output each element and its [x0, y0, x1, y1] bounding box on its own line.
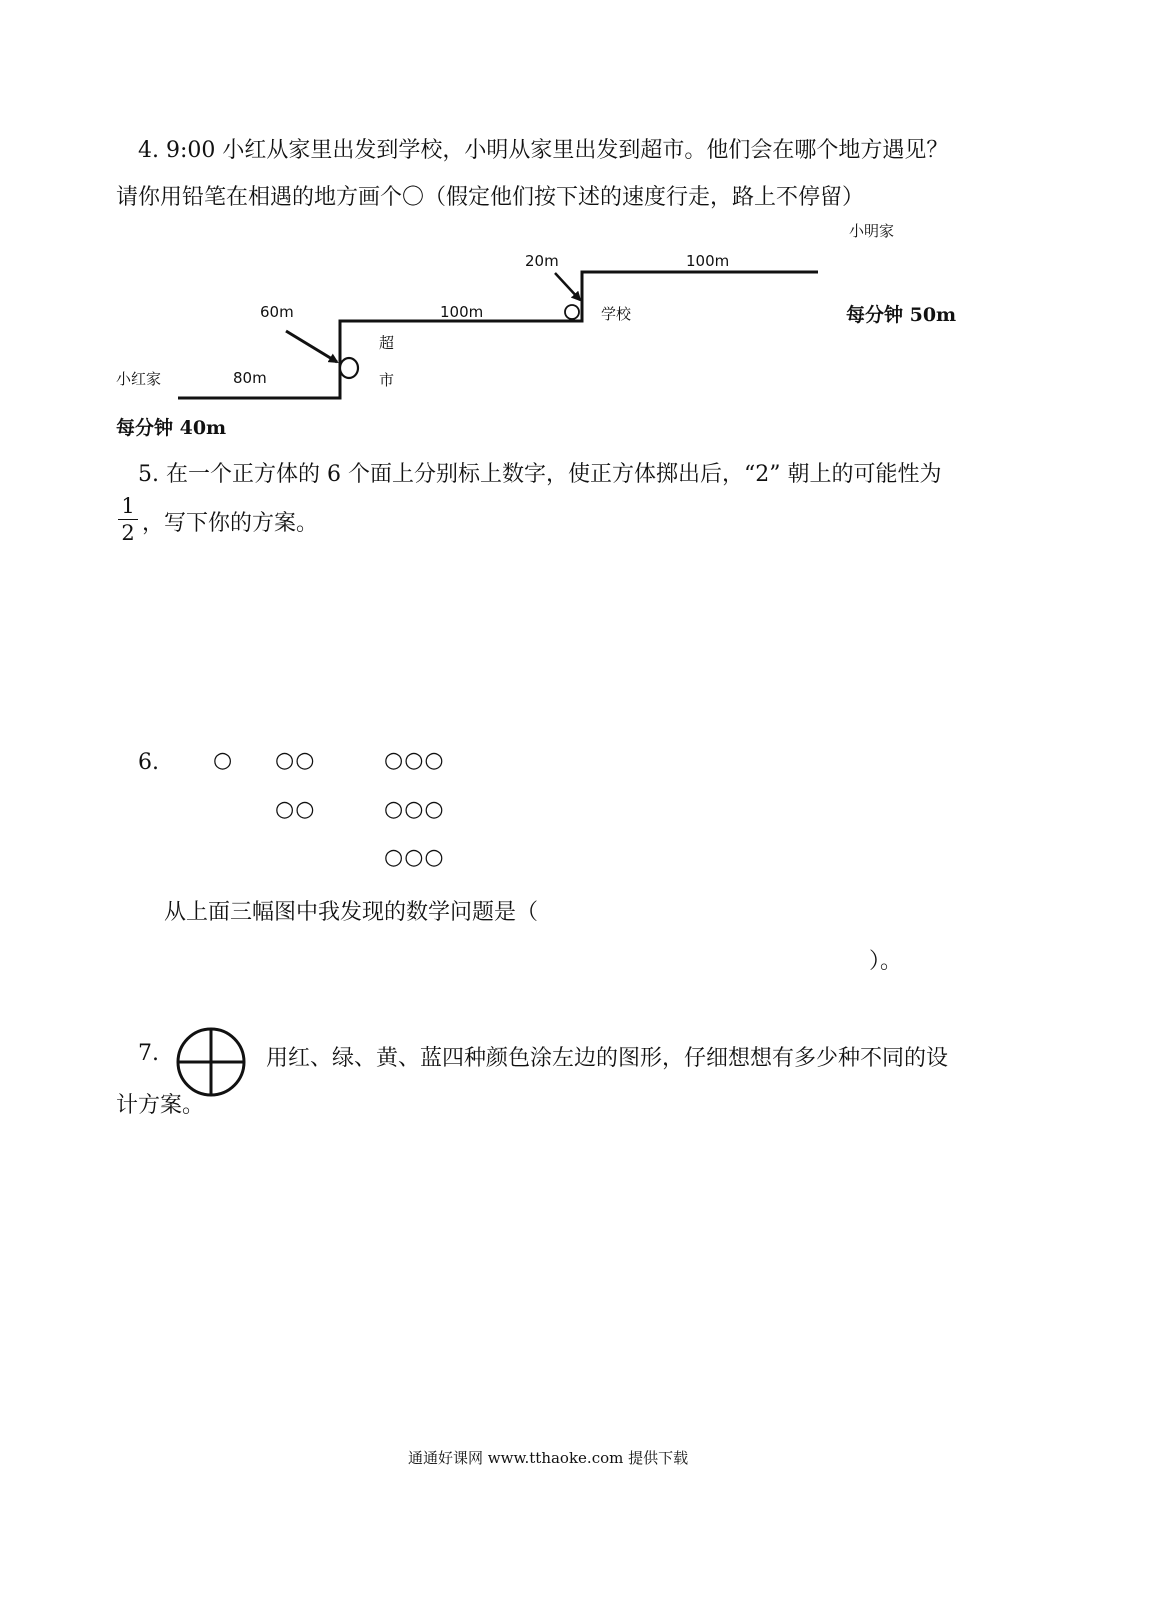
label-market-char1: 超	[379, 334, 395, 352]
figure2-row2: ○○	[275, 797, 316, 822]
footer-credit: 通通好课网 www.tthaoke.com 提供下载	[408, 1449, 689, 1467]
route-path	[178, 272, 818, 398]
figure1-row1: ○	[213, 748, 234, 773]
label-60m: 60m	[260, 303, 294, 321]
q4-text-line2: 请你用铅笔在相遇的地方画个〇（假定他们按下述的速度行走，路上不停留）	[116, 185, 865, 210]
fraction-bar	[118, 519, 138, 520]
q6-prompt: 从上面三幅图中我发现的数学问题是（	[164, 900, 539, 925]
school-marker	[565, 305, 579, 319]
figure3-row1: ○○○	[384, 748, 445, 773]
q7-number: 7.	[138, 1041, 159, 1066]
q6-number: 6.	[138, 750, 159, 775]
label-school: 学校	[601, 305, 632, 323]
q7-text-line1: 用红、绿、黄、蓝四种颜色涂左边的图形，仔细想想有多少种不同的设	[266, 1046, 949, 1071]
label-market-char2: 市	[379, 371, 395, 389]
label-100m-top: 100m	[686, 252, 730, 270]
fraction-one-half	[118, 494, 138, 545]
label-100m-mid: 100m	[440, 303, 484, 321]
q4-text-line1: 4. 9:00 小红从家里出发到学校，小明从家里出发到超市。他们会在哪个地方遇见？	[138, 138, 949, 163]
q5-text-line2: ，写下你的方案。	[142, 511, 319, 536]
market-marker	[340, 358, 358, 378]
q5-text-line1: 5. 在一个正方体的 6 个面上分别标上数字，使正方体掷出后，“2” 朝上的可能性为	[138, 462, 942, 487]
fraction-numerator: 1	[121, 494, 135, 518]
arrow-20m	[555, 273, 580, 300]
figure3-row3: ○○○	[384, 845, 445, 870]
figure2-row1: ○○	[275, 748, 316, 773]
fraction-denominator: 2	[121, 521, 135, 545]
label-80m: 80m	[233, 369, 267, 387]
figure3-row2: ○○○	[384, 797, 445, 822]
label-speed-hong: 每分钟 40m	[116, 417, 227, 439]
arrow-60m	[286, 331, 337, 362]
q7-text-line2: 计方案。	[116, 1093, 205, 1118]
label-speed-ming: 每分钟 50m	[846, 304, 957, 326]
label-xiaohong-home: 小红家	[116, 370, 162, 388]
q6-close: ）。	[869, 949, 903, 974]
label-xiaoming-home: 小明家	[849, 222, 895, 240]
label-20m: 20m	[525, 252, 559, 270]
